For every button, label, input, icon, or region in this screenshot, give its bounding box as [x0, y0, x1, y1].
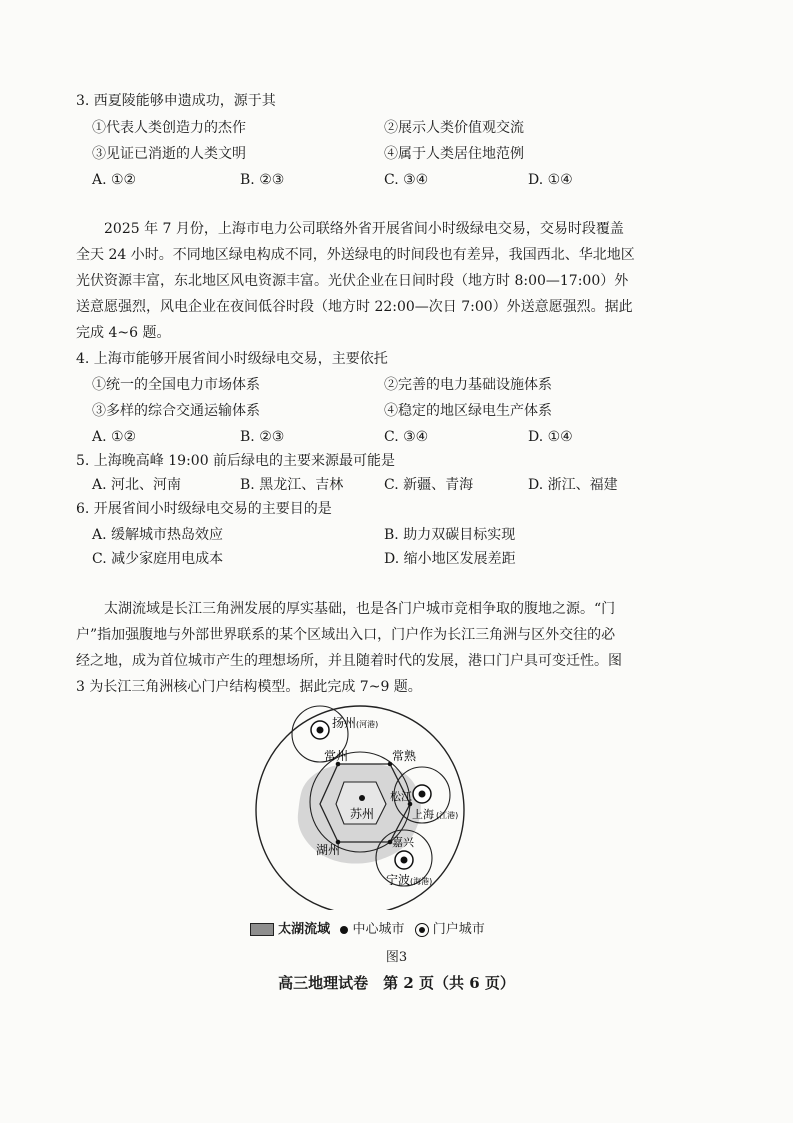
legend-gateway: 门户城市 [432, 922, 485, 937]
legend [250, 918, 485, 937]
label-changshu: 常熟 [392, 749, 417, 763]
question-4-stem: 4. 上海市能够开展省间小时级绿电交易，主要依托 [76, 351, 388, 367]
q4-item-1: ①统一的全国电力市场体系 [92, 377, 260, 393]
passage1-line-1: 2025 年 7 月份，上海市电力公司联络外省开展省间小时级绿电交易，交易时段覆盖 [104, 221, 624, 237]
passage1-line-2: 全天 24 小时。不同地区绿电构成不同，外送绿电的时间段也有差异，我国西北、华北地区 [76, 247, 635, 263]
center-city-dot [359, 795, 365, 801]
q4-choice-d: D. ①④ [528, 429, 573, 445]
q5-choice-c: C. 新疆、青海 [384, 477, 474, 493]
label-ningbo-note: (海港) [410, 877, 433, 886]
passage1-line-4: 送意愿强烈，风电企业在夜间低谷时段（地方时 22:00—次日 7:00）外送意愿强烈。据此 [76, 299, 633, 315]
label-songjiang: 松江 [390, 790, 412, 803]
passage2-line-3: 经之地，成为首位城市产生的理想场所，并且随着时代的发展，港口门户具可变迁性。图 [76, 653, 622, 669]
gateway-city-icon [415, 923, 429, 937]
gateway-structure-diagram [240, 700, 480, 910]
shanghai-gateway-icon [413, 785, 431, 803]
label-suzhou: 苏州 [350, 807, 375, 821]
label-shanghai-note: (江港) [436, 811, 459, 820]
passage1-line-3: 光伏资源丰富，东北地区风电资源丰富。光伏企业在日间时段（地方时 8:00—17:00）外 [76, 273, 629, 289]
taihu-swatch-icon [250, 923, 274, 936]
q4-choice-c: C. ③④ [384, 429, 429, 445]
passage1-line-5: 完成 4~6 题。 [76, 325, 171, 341]
q4-choice-b: B. ②③ [240, 429, 285, 445]
q6-choice-d: D. 缩小地区发展差距 [384, 551, 516, 567]
q3-item-1: ①代表人类创造力的杰作 [92, 120, 246, 136]
center-city-icon [340, 926, 348, 934]
q6-choice-b: B. 助力双碳目标实现 [384, 527, 516, 543]
q3-item-4: ④属于人类居住地范例 [384, 146, 524, 162]
figure-caption: 图3 [385, 950, 408, 965]
q3-item-2: ②展示人类价值观交流 [384, 120, 524, 136]
ningbo-gateway-icon [395, 851, 413, 869]
q3-choice-d: D. ①④ [528, 172, 573, 188]
q3-choice-c: C. ③④ [384, 172, 429, 188]
q4-item-4: ④稳定的地区绿电生产体系 [384, 403, 552, 419]
question-3-stem: 3. 西夏陵能够申遗成功，源于其 [76, 93, 276, 109]
q6-choice-a: A. 缓解城市热岛效应 [92, 527, 224, 543]
yangzhou-gateway-icon [311, 721, 329, 739]
q3-choice-b: B. ②③ [240, 172, 285, 188]
question-6-stem: 6. 开展省间小时级绿电交易的主要目的是 [76, 501, 332, 517]
q4-item-2: ②完善的电力基础设施体系 [384, 377, 552, 393]
q4-choice-a: A. ①② [92, 429, 137, 445]
question-5-stem: 5. 上海晚高峰 19:00 前后绿电的主要来源最可能是 [76, 453, 396, 469]
label-jiaxing: 嘉兴 [392, 836, 414, 849]
q5-choice-a: A. 河北、河南 [92, 477, 182, 493]
legend-center: 中心城市 [352, 922, 405, 937]
q5-choice-b: B. 黑龙江、吉林 [240, 477, 344, 493]
q6-choice-c: C. 减少家庭用电成本 [92, 551, 224, 567]
passage2-line-1: 太湖流域是长江三角洲发展的厚实基础，也是各门户城市竞相争取的腹地之源。“门 [104, 601, 616, 617]
legend-taihu: 太湖流域 [278, 922, 331, 937]
page-footer: 高三地理试卷 第 2 页（共 6 页） [278, 974, 515, 992]
q5-choice-d: D. 浙江、福建 [528, 477, 618, 493]
label-shanghai: 上海 [412, 808, 434, 821]
q3-item-3: ③见证已消逝的人类文明 [92, 146, 246, 162]
q4-item-3: ③多样的综合交通运输体系 [92, 403, 260, 419]
label-yangzhou-note: (河港) [356, 720, 379, 729]
passage2-line-2: 户”指加强腹地与外部世界联系的某个区域出入口，门户作为长江三角洲与区外交往的必 [76, 627, 616, 643]
label-huzhou: 湖州 [316, 843, 341, 857]
q3-choice-a: A. ①② [92, 172, 137, 188]
label-changzhou: 常州 [324, 749, 349, 763]
passage2-line-4: 3 为长江三角洲核心门户结构模型。据此完成 7~9 题。 [76, 679, 422, 695]
label-ningbo: 宁波 [386, 873, 411, 887]
label-yangzhou: 扬州 [332, 716, 357, 730]
